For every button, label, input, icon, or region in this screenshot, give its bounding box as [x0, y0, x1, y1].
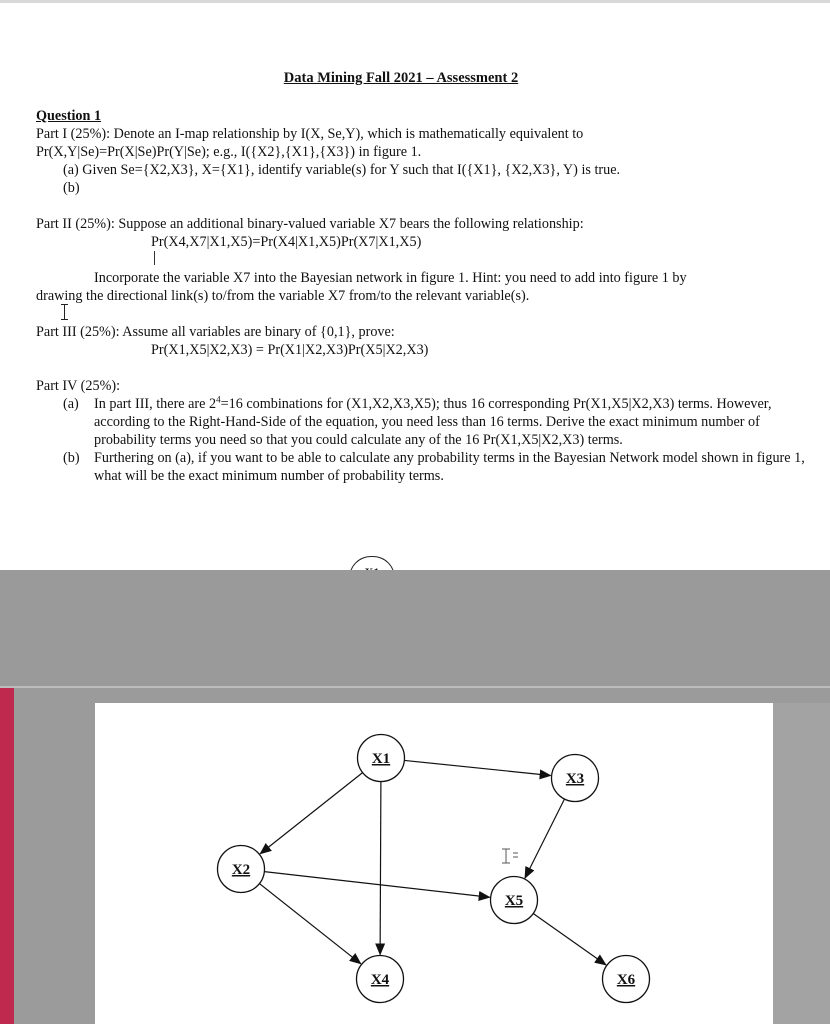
part1-line1: Part I (25%): Denote an I-map relationship by I(X, Se,Y), which is mathematically equivalent to [36, 126, 584, 142]
part3-formula: Pr(X1,X5|X2,X3) = Pr(X1|X2,X3)Pr(X5|X2,X3) [151, 342, 429, 358]
document-body [36, 69, 806, 485]
part1-item-b: (b) [63, 180, 80, 196]
edge-x2-to-x5 [264, 872, 489, 898]
edge-x3-to-x5 [525, 799, 565, 878]
part4-item-a-text: In part III, there are $2^4=16$ combinations for (X1,X2,X3,X5); thus 16 corresponding Pr(X1,X5|X2,X3) terms. However, according to the Right-Hand-Side of the equation, you need less than 16 terms. Derive the exact minimum number of probability terms you need so that you could calculate any of the 16 Pr(X1,X5|X2,X3) terms. [94, 394, 772, 448]
part1-item-a: (a) Given Se={X2,X3}, X={X1}, identify variable(s) for Y such that I({X1}, {X2,X3}, Y) is true. [63, 162, 621, 178]
node-label: X6 [616, 972, 636, 988]
document-title: Data Mining Fall 2021 – Assessment 2 [283, 70, 519, 86]
ibeam-cursor-icon-2 [502, 849, 518, 863]
node-x5 [491, 877, 538, 924]
document-page [0, 3, 830, 570]
text-caret [36, 251, 806, 269]
edge-x1-to-x4 [380, 781, 381, 954]
edge-x1-to-x2 [260, 773, 362, 854]
part4-item-b-label: (b) [63, 450, 80, 466]
question-heading: Question 1 [36, 108, 102, 124]
part1-line2: Pr(X,Y|Se)=Pr(X|Se)Pr(Y|Se); e.g., I({X2},{X1},{X3}) in figure 1. [36, 144, 422, 160]
part4-item-a [63, 395, 806, 449]
bayesian-network-figure [95, 703, 773, 1024]
part3-line1: Part III (25%): Assume all variables are binary of {0,1}, prove: [36, 324, 395, 340]
edge-x2-to-x4 [259, 884, 360, 964]
part4-item-b [63, 449, 806, 485]
part2-line1: Part II (25%): Suppose an additional binary-valued variable X7 bears the following relationship: [36, 216, 584, 232]
part4-list [36, 395, 806, 485]
node-label: X4 [370, 972, 390, 988]
part2-formula: Pr(X4,X7|X1,X5)=Pr(X4|X1,X5)Pr(X7|X1,X5) [151, 234, 422, 250]
node-x6 [603, 956, 650, 1003]
edge-x5-to-x6 [533, 914, 606, 965]
node-x1 [358, 735, 405, 782]
viewer-gray-band [0, 570, 830, 688]
edge-x1-to-x3 [404, 760, 550, 775]
part2-line3: Incorporate the variable X7 into the Bayesian network in figure 1. Hint: you need to add into figure 1 by [94, 270, 687, 286]
node-x3 [552, 755, 599, 802]
superscript: 4 [216, 394, 221, 405]
right-gutter [773, 703, 830, 1024]
node-x4 [357, 956, 404, 1003]
part4-item-b-text: Furthering on (a), if you want to be able to calculate any probability terms in the Bayesian Network model shown in figure 1, what will be the exact minimum number of probability terms. [94, 450, 805, 484]
part2-line4: drawing the directional link(s) to/from the variable X7 from/to the relevant variable(s). [36, 288, 530, 304]
node-label: X5 [504, 893, 524, 909]
node-x2 [218, 846, 265, 893]
part4-heading: Part IV (25%): [36, 378, 121, 394]
left-accent-strip [0, 688, 14, 1024]
ibeam-cursor-icon [61, 304, 69, 320]
node-label: X3 [565, 771, 585, 787]
node-label: X2 [231, 862, 251, 878]
part4-item-a-label: (a) [63, 396, 79, 412]
figure-sheet [95, 703, 773, 1024]
node-label: X1 [371, 751, 391, 767]
